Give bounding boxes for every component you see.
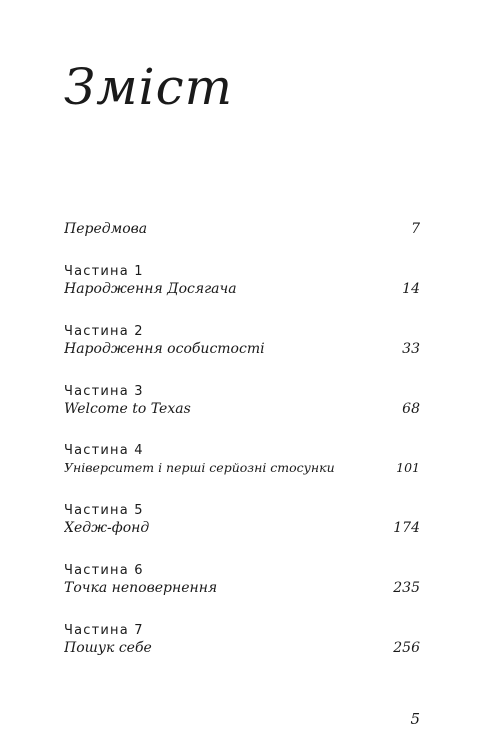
- toc-part-label: Частина 3: [64, 384, 144, 399]
- toc-entry-page: 7: [411, 221, 420, 237]
- toc-part-label: Частина 7: [64, 623, 144, 638]
- toc-entry-title: Народження Досягача: [64, 281, 237, 297]
- toc-entry-page: 68: [402, 401, 420, 417]
- toc-entry-part-3[interactable]: [64, 384, 420, 418]
- toc-entry-page: 14: [402, 281, 420, 297]
- toc-part-label: Частина 6: [64, 563, 144, 578]
- toc-entry-page: 235: [393, 580, 420, 596]
- toc-entry-part-1[interactable]: [64, 264, 420, 298]
- toc-entry-title: Хедж-фонд: [64, 520, 150, 536]
- toc-entry-title: Народження особистості: [64, 341, 265, 357]
- toc-entry-title: Точка неповернення: [64, 580, 218, 596]
- toc-entry-title: Університет і перші серйозні стосунки: [64, 460, 335, 475]
- toc-entry-page: 33: [402, 341, 420, 357]
- toc-part-label: Частина 5: [64, 503, 144, 518]
- toc-entry-page: 174: [393, 520, 420, 536]
- toc-entry-title: Welcome to Texas: [64, 401, 191, 417]
- toc-entry-preface[interactable]: [64, 220, 420, 238]
- toc-entry-page: 101: [396, 460, 420, 475]
- toc-entry-page: 256: [393, 640, 420, 656]
- toc-entry-title: Пошук себе: [64, 640, 152, 656]
- page-number: 5: [410, 710, 420, 728]
- toc-entry-part-4[interactable]: [64, 443, 420, 477]
- toc-entry-part-7[interactable]: [64, 623, 420, 657]
- page-title: Зміст: [64, 58, 234, 116]
- toc-part-label: Частина 4: [64, 443, 144, 458]
- toc-part-label: Частина 2: [64, 324, 144, 339]
- toc-entry-part-5[interactable]: [64, 503, 420, 537]
- toc-entry-title: Передмова: [64, 221, 148, 237]
- toc-entry-part-2[interactable]: [64, 324, 420, 358]
- toc-entry-part-6[interactable]: [64, 563, 420, 597]
- toc-part-label: Частина 1: [64, 264, 144, 279]
